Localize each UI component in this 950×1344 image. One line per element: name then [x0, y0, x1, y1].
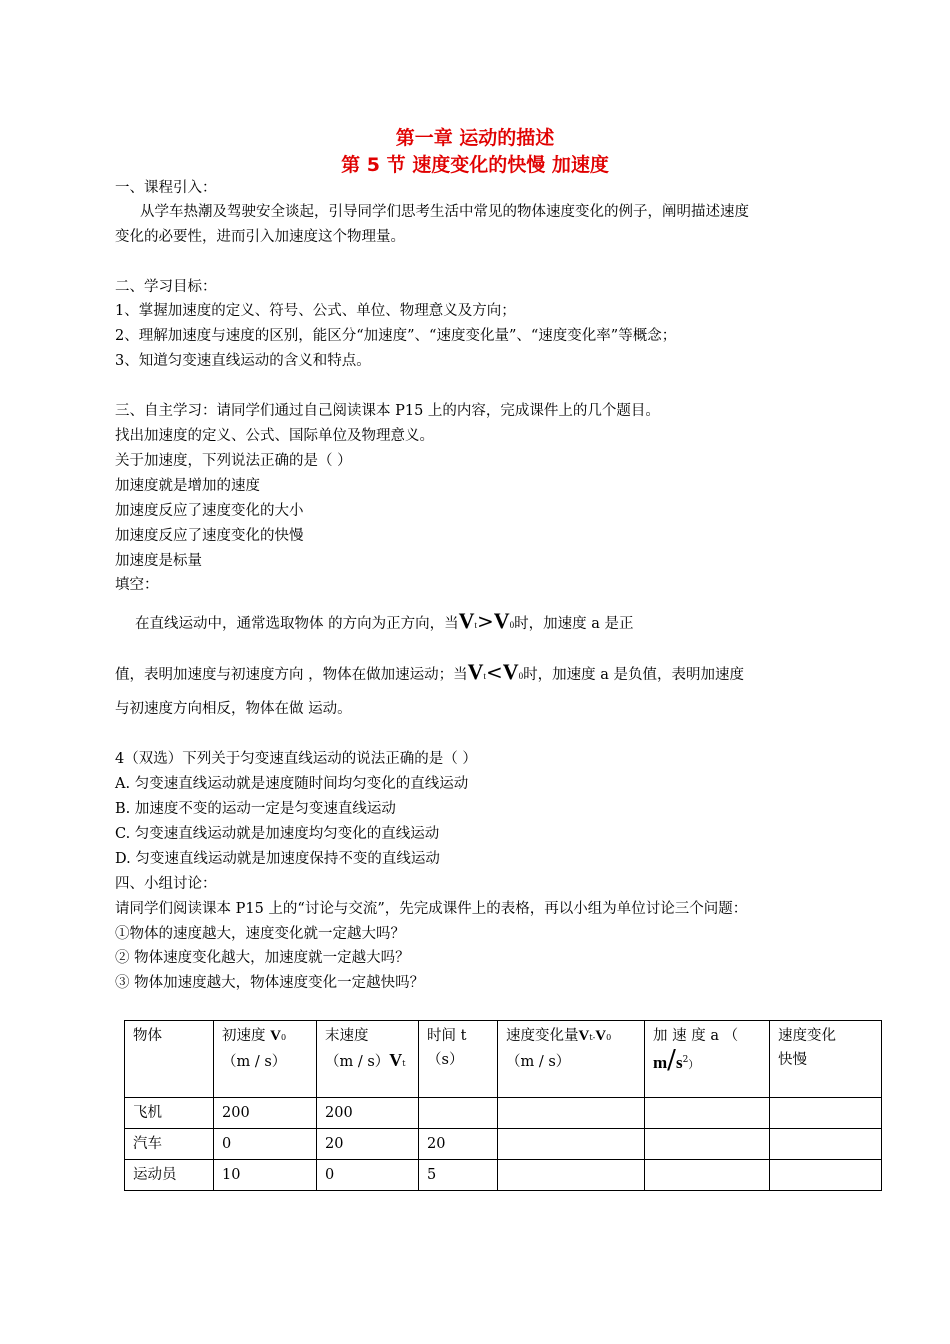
question-4-option: C. 匀变速直线运动就是加速度均匀变化的直线运动	[115, 826, 440, 842]
intro-paragraph-line2: 变化的必要性，进而引入加速度这个物理量。	[115, 229, 405, 245]
formula-v0: V	[502, 659, 519, 684]
table-cell: 0	[317, 1160, 419, 1191]
formula-vt: V	[467, 659, 484, 684]
greater-than-sign: >	[477, 609, 494, 633]
self-study-line: 加速度反应了速度变化的快慢	[115, 528, 304, 544]
table-cell	[645, 1160, 770, 1191]
question-4-option: A. 匀变速直线运动就是速度随时间均匀变化的直线运动	[115, 776, 469, 792]
table-cell: 10	[214, 1160, 317, 1191]
motion-data-table	[124, 1020, 882, 1191]
header-time: 时间 t （s）	[419, 1021, 498, 1098]
chapter-title: 第一章 运动的描述	[395, 127, 555, 149]
table-header-row	[125, 1021, 882, 1098]
question-4-option: B. 加速度不变的运动一定是匀变速直线运动	[115, 801, 396, 817]
table-cell	[498, 1129, 645, 1160]
less-than-sign: <	[486, 660, 503, 684]
table-cell: 5	[419, 1160, 498, 1191]
table-cell	[419, 1098, 498, 1129]
formula-vt: V	[458, 608, 475, 633]
table-cell	[645, 1129, 770, 1160]
table-cell	[498, 1160, 645, 1191]
table-cell: 汽车	[125, 1129, 214, 1160]
table-row	[125, 1098, 882, 1129]
discussion-question: ①物体的速度越大，速度变化就一定越大吗？	[115, 926, 405, 942]
discussion-question: ③ 物体加速度越大，物体速度变化一定越快吗？	[115, 975, 425, 991]
table-cell: 20	[419, 1129, 498, 1160]
goal-item: 1、掌握加速度的定义、符号、公式、单位、物理意义及方向；	[115, 303, 516, 319]
table-row	[125, 1129, 882, 1160]
fill-line3: 与初速度方向相反，物体在做 运动。	[115, 701, 352, 717]
table-row	[125, 1160, 882, 1191]
self-study-line: 加速度反应了速度变化的大小	[115, 503, 304, 519]
header-change-rate: 速度变化 快慢	[770, 1021, 882, 1098]
header-acceleration: 加 速 度 a （ $m/s^2$）	[645, 1021, 770, 1098]
question-4-option: D. 匀变速直线运动就是加速度保持不变的直线运动	[115, 851, 440, 867]
table-cell	[770, 1129, 882, 1160]
table-cell	[645, 1098, 770, 1129]
section-title: 第 5 节 速度变化的快慢 加速度	[341, 154, 609, 176]
self-study-line: 填空：	[115, 577, 159, 593]
self-study-line: 关于加速度，下列说法正确的是（ ）	[115, 453, 352, 469]
self-study-heading: 三、自主学习：请同学们通过自己阅读课本 P15 上的内容，完成课件上的几个题目。	[115, 403, 660, 419]
group-heading: 四、小组讨论：	[115, 876, 217, 892]
formula-v0: V	[493, 608, 510, 633]
table-cell: 200	[214, 1098, 317, 1129]
table-cell: 20	[317, 1129, 419, 1160]
fill-line1: 在直线运动中，通常选取物体 的方向为正方向，当Vt>V0时，加速度 a 是正	[135, 608, 634, 633]
goal-item: 3、知道匀变速直线运动的含义和特点。	[115, 353, 371, 369]
intro-paragraph-line1: 从学车热潮及驾驶安全谈起，引导同学们思考生活中常见的物体速度变化的例子，阐明描述速度	[140, 204, 749, 220]
table-cell: 0	[214, 1129, 317, 1160]
header-final-velocity: 末速度 （m / s）Vt	[317, 1021, 419, 1098]
intro-heading: 一、课程引入：	[115, 180, 217, 196]
group-intro: 请同学们阅读课本 P15 上的“讨论与交流”，先完成课件上的表格，再以小组为单位讨论三个问题：	[115, 901, 748, 917]
header-object: 物体	[125, 1021, 214, 1098]
question-4-stem: 4（双选）下列关于匀变速直线运动的说法正确的是（ ）	[115, 751, 477, 767]
table-cell	[770, 1098, 882, 1129]
discussion-question: ② 物体速度变化越大，加速度就一定越大吗？	[115, 950, 410, 966]
header-velocity-change: 速度变化量Vt-V0 （m / s）	[498, 1021, 645, 1098]
goals-heading: 二、学习目标：	[115, 279, 217, 295]
table-cell	[498, 1098, 645, 1129]
table-cell	[770, 1160, 882, 1191]
header-initial-velocity: 初速度 V0 （m / s）	[214, 1021, 317, 1098]
table-cell: 运动员	[125, 1160, 214, 1191]
self-study-line: 找出加速度的定义、公式、国际单位及物理意义。	[115, 428, 434, 444]
table-cell: 飞机	[125, 1098, 214, 1129]
goal-item: 2、理解加速度与速度的区别，能区分“加速度”、“速度变化量”、“速度变化率”等概念；	[115, 328, 677, 344]
self-study-line: 加速度就是增加的速度	[115, 478, 260, 494]
self-study-line: 加速度是标量	[115, 553, 202, 569]
table-cell: 200	[317, 1098, 419, 1129]
fill-line2: 值，表明加速度与初速度方向 ，物体在做加速运动；当Vt<V0时，加速度 a 是负值，表明加速度	[115, 659, 745, 684]
